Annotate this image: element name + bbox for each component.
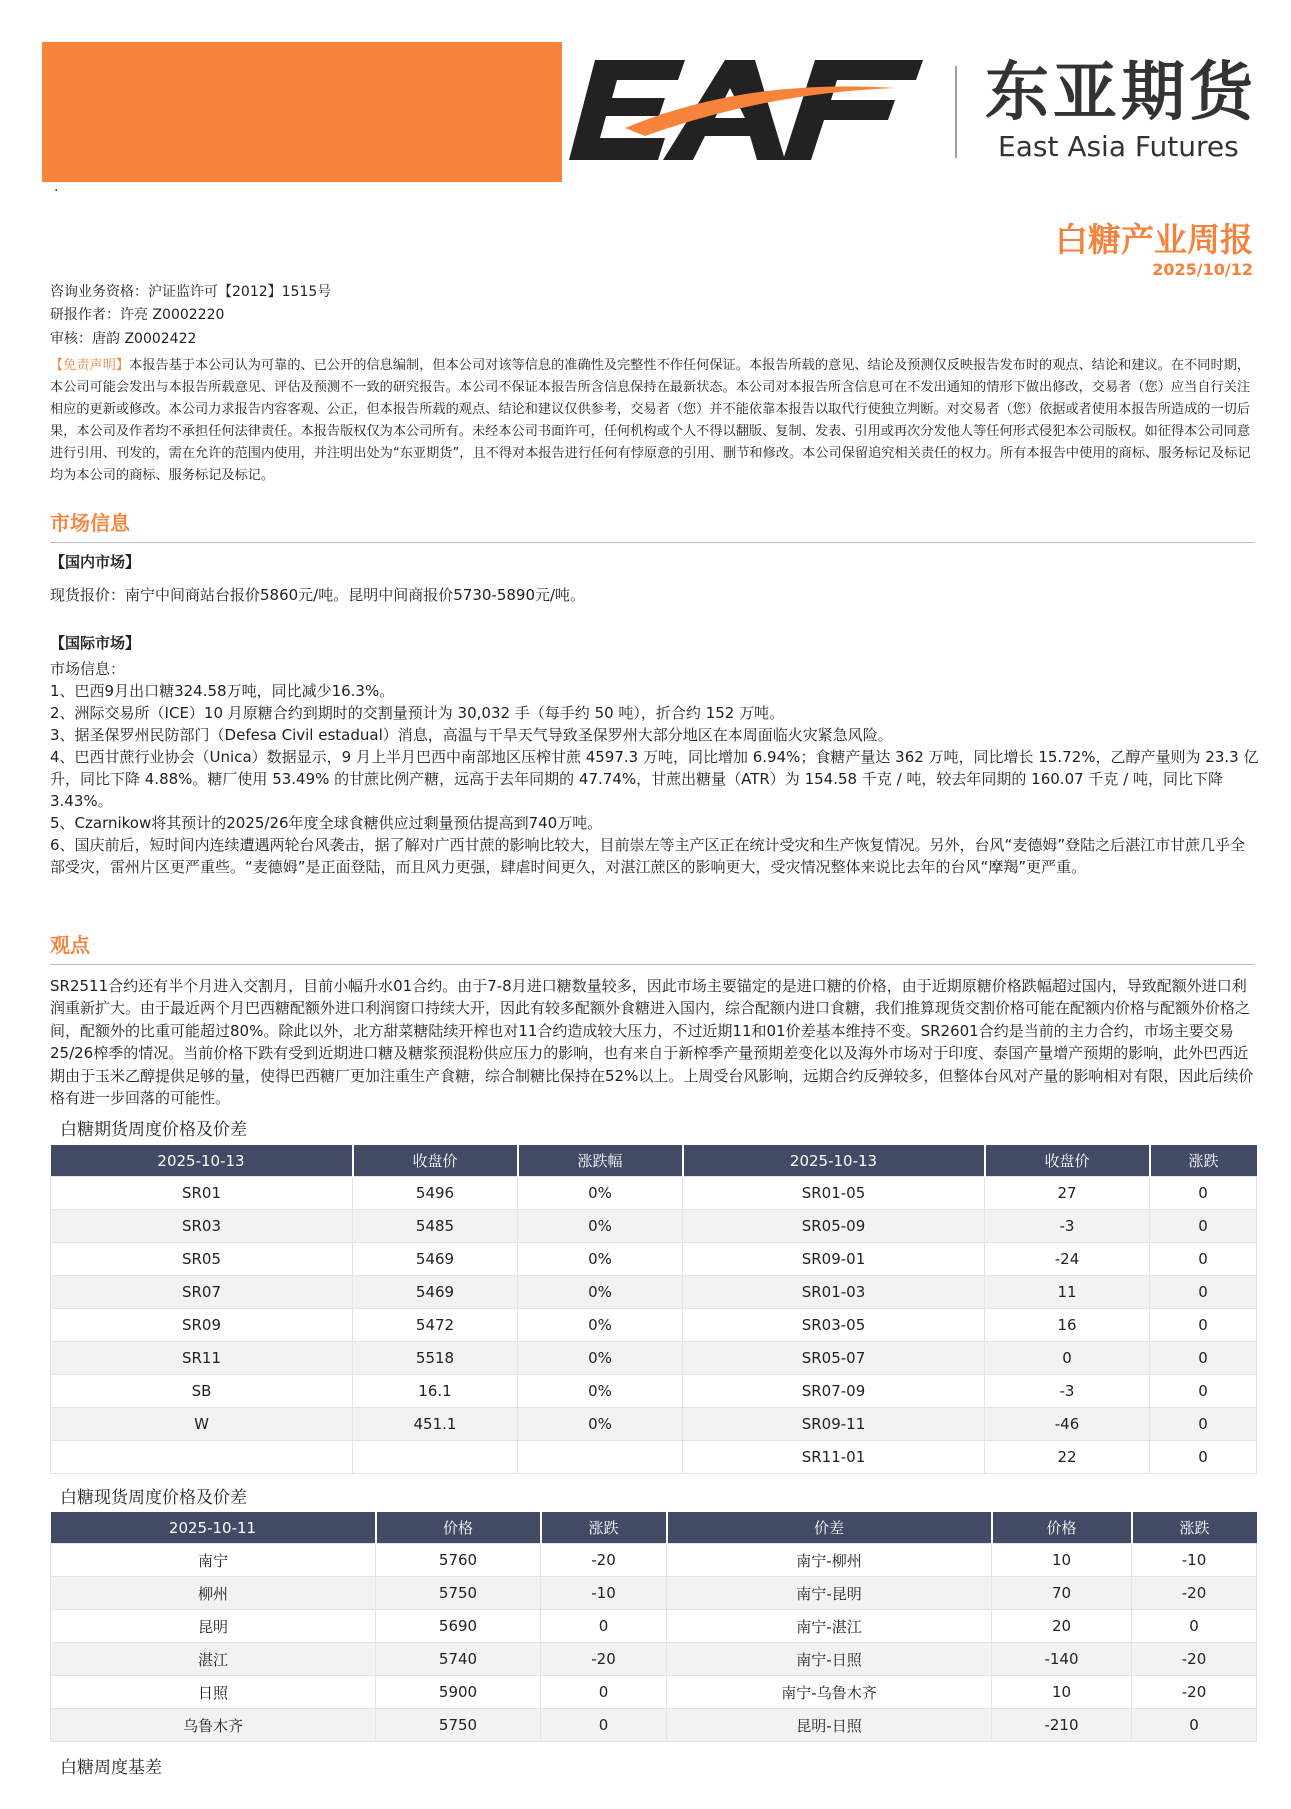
table-cell: SR05-09 bbox=[683, 1210, 985, 1243]
table-cell: 0% bbox=[518, 1276, 683, 1309]
table-cell: -24 bbox=[985, 1243, 1150, 1276]
column-header: 收盘价 bbox=[353, 1145, 518, 1177]
table-cell: SR01 bbox=[51, 1177, 353, 1210]
futures-price-table bbox=[50, 1145, 1257, 1474]
table-cell: SR03 bbox=[51, 1210, 353, 1243]
table-cell: 5518 bbox=[353, 1342, 518, 1375]
table-cell: 16 bbox=[985, 1309, 1150, 1342]
table-cell: 0% bbox=[518, 1342, 683, 1375]
author-info: 研报作者：许亮 Z0002220 bbox=[50, 307, 225, 323]
table-cell bbox=[518, 1441, 683, 1474]
table-cell: 南宁-日照 bbox=[667, 1643, 992, 1676]
table-cell: -10 bbox=[541, 1577, 667, 1610]
table-cell: 5760 bbox=[376, 1544, 541, 1577]
table-cell: 南宁-湛江 bbox=[667, 1610, 992, 1643]
column-header: 涨跌 bbox=[1150, 1145, 1257, 1177]
table-cell: 0 bbox=[1150, 1210, 1257, 1243]
section-divider-view bbox=[50, 964, 1255, 965]
section-title-view: 观点 bbox=[50, 933, 90, 957]
table-cell: 0 bbox=[1150, 1375, 1257, 1408]
report-date: 2025/10/12 bbox=[1152, 260, 1253, 279]
table-cell: 0 bbox=[541, 1676, 667, 1709]
table-row bbox=[51, 1309, 1257, 1342]
table-cell: 5485 bbox=[353, 1210, 518, 1243]
table-cell: 20 bbox=[992, 1610, 1132, 1643]
intl-market-title: 【国际市场】 bbox=[50, 634, 141, 652]
spot-price-table bbox=[50, 1512, 1257, 1742]
table-cell: 10 bbox=[992, 1544, 1132, 1577]
table-cell: 日照 bbox=[51, 1676, 376, 1709]
table-cell: -20 bbox=[1132, 1676, 1257, 1709]
table-cell: -10 bbox=[1132, 1544, 1257, 1577]
table-cell: -20 bbox=[541, 1643, 667, 1676]
list-item: 2、洲际交易所（ICE）10 月原糖合约到期时的交割量预计为 30,032 手（每手约 50 吨），折合约 152 万吨。 bbox=[50, 704, 785, 722]
table-cell: 0 bbox=[1132, 1610, 1257, 1643]
table-cell: 5750 bbox=[376, 1709, 541, 1742]
table-cell: 0 bbox=[541, 1610, 667, 1643]
domestic-market-text: 现货报价：南宁中间商站台报价5860元/吨。昆明中间商报价5730-5890元/吨。 bbox=[50, 586, 586, 604]
table-cell: 乌鲁木齐 bbox=[51, 1709, 376, 1742]
eaf-logo bbox=[565, 58, 925, 163]
table-cell: -3 bbox=[985, 1210, 1150, 1243]
column-header: 价差 bbox=[667, 1512, 992, 1544]
table-cell: 5472 bbox=[353, 1309, 518, 1342]
bullet-dot: · bbox=[54, 183, 59, 199]
basis-caption: 白糖周度基差 bbox=[60, 1758, 162, 1778]
table-cell: 0 bbox=[985, 1342, 1150, 1375]
table-cell: 0% bbox=[518, 1177, 683, 1210]
table-cell: SR03-05 bbox=[683, 1309, 985, 1342]
table-cell: 0 bbox=[1150, 1408, 1257, 1441]
brand-name-cn: 东亚期货 bbox=[985, 56, 1257, 130]
table-cell: 0 bbox=[1150, 1309, 1257, 1342]
table-cell: 5750 bbox=[376, 1577, 541, 1610]
table-cell: SR09-01 bbox=[683, 1243, 985, 1276]
table-row bbox=[51, 1577, 1257, 1610]
table-cell: -20 bbox=[1132, 1643, 1257, 1676]
table-cell: 湛江 bbox=[51, 1643, 376, 1676]
brand-name-en: East Asia Futures bbox=[998, 130, 1239, 163]
table-cell: 0% bbox=[518, 1408, 683, 1441]
table-cell: SR07 bbox=[51, 1276, 353, 1309]
column-header: 2025-10-13 bbox=[683, 1145, 985, 1177]
table-cell: 柳州 bbox=[51, 1577, 376, 1610]
table-cell: 5469 bbox=[353, 1276, 518, 1309]
disclaimer-text: 本报告基于本公司认为可靠的、已公开的信息编制，但本公司对该等信息的准确性及完整性不作任何保证。本报告所载的意见、结论及预测仅反映报告发布时的观点、结论和建议。在不同时期，本公司可能会发出与本报告所载意见、评估及预测不一致的研究报告。本公司不保证本报告所含信息保持在最新状态。本公司对本报告所含信息可在不发出通知的情形下做出修改，交易者（您）应当自行关注相应的更新或修改。本公司力求报告内容客观、公正，但本报告所载的观点、结论和建议仅供参考，交易者（您）并不能依靠本报告以取代行使独立判断。对交易者（您）依据或者使用本报告所造成的一切后果，本公司及作者均不承担任何法律责任。本报告版权仅为本公司所有。未经本公司书面许可，任何机构或个人不得以翻版、复制、发表、引用或再次分发他人等任何形式侵犯本公司版权。如征得本公司同意进行引用、刊发的，需在允许的范围内使用，并注明出处为“东亚期货”，且不得对本报告进行任何有悖原意的引用、删节和修改。本公司保留追究相关责任的权力。所有本报告中使用的商标、服务标记及标记均为本公司的商标、服务标记及标记。 bbox=[50, 358, 1251, 483]
list-item: 4、巴西甘蔗行业协会（Unica）数据显示，9 月上半月巴西中南部地区压榨甘蔗 4597.3 万吨，同比增加 6.94%；食糖产量达 362 万吨，同比增长 15.72%，乙醇产量则为 23.3 亿升，同比下降 4.88%。糖厂使用 53.49% 的甘蔗比例产糖，远高于去年同期的 47.74%，甘蔗出糖量（ATR）为 154.58 千克 / 吨，较去年同期的 160.07 千克 / 吨，同比下降 3.43%。 bbox=[50, 748, 1259, 810]
table-row bbox=[51, 1177, 1257, 1210]
table-cell bbox=[51, 1441, 353, 1474]
intl-market-list bbox=[50, 658, 1260, 878]
table-cell: SR05 bbox=[51, 1243, 353, 1276]
table-row bbox=[51, 1243, 1257, 1276]
table-cell: 10 bbox=[992, 1676, 1132, 1709]
domestic-market-title: 【国内市场】 bbox=[50, 553, 141, 571]
table-row bbox=[51, 1375, 1257, 1408]
license-info: 咨询业务资格：沪证监许可【2012】1515号 bbox=[50, 284, 332, 300]
table-row bbox=[51, 1408, 1257, 1441]
table-cell: -20 bbox=[1132, 1577, 1257, 1610]
spot-table-caption: 白糖现货周度价格及价差 bbox=[60, 1488, 247, 1508]
table-cell: 0 bbox=[541, 1709, 667, 1742]
logo-divider bbox=[955, 66, 957, 158]
table-cell: 27 bbox=[985, 1177, 1150, 1210]
futures-table-caption: 白糖期货周度价格及价差 bbox=[60, 1120, 247, 1140]
table-row bbox=[51, 1676, 1257, 1709]
column-header: 2025-10-11 bbox=[51, 1512, 376, 1544]
table-row bbox=[51, 1441, 1257, 1474]
table-cell: 5900 bbox=[376, 1676, 541, 1709]
table-cell: 0 bbox=[1150, 1441, 1257, 1474]
table-cell: SR11 bbox=[51, 1342, 353, 1375]
table-cell: SR01-03 bbox=[683, 1276, 985, 1309]
table-cell: SR07-09 bbox=[683, 1375, 985, 1408]
table-cell: -3 bbox=[985, 1375, 1150, 1408]
table-cell: W bbox=[51, 1408, 353, 1441]
table-row bbox=[51, 1610, 1257, 1643]
table-cell: 22 bbox=[985, 1441, 1150, 1474]
column-header: 涨跌 bbox=[1132, 1512, 1257, 1544]
list-item: 6、国庆前后，短时间内连续遭遇两轮台风袭击，据了解对广西甘蔗的影响比较大，目前崇左等主产区正在统计受灾和生产恢复情况。另外，台风“麦德姆”登陆之后湛江市甘蔗几乎全部受灾，雷州片区更严重些。“麦德姆”是正面登陆，而且风力更强，肆虐时间更久，对湛江蔗区的影响更大，受灾情况整体来说比去年的台风“摩羯”更严重。 bbox=[50, 836, 1246, 876]
table-cell: SR11-01 bbox=[683, 1441, 985, 1474]
column-header: 2025-10-13 bbox=[51, 1145, 353, 1177]
table-cell: 南宁 bbox=[51, 1544, 376, 1577]
table-cell: 0 bbox=[1150, 1276, 1257, 1309]
table-cell: 昆明 bbox=[51, 1610, 376, 1643]
table-cell: 0% bbox=[518, 1210, 683, 1243]
table-cell: 5469 bbox=[353, 1243, 518, 1276]
table-cell: 5690 bbox=[376, 1610, 541, 1643]
table-cell: SR09-11 bbox=[683, 1408, 985, 1441]
table-cell: 0 bbox=[1150, 1243, 1257, 1276]
table-row bbox=[51, 1276, 1257, 1309]
table-row bbox=[51, 1342, 1257, 1375]
table-cell: -20 bbox=[541, 1544, 667, 1577]
table-cell: SB bbox=[51, 1375, 353, 1408]
header-orange-block bbox=[42, 42, 562, 182]
list-item: 1、巴西9月出口糖324.58万吨，同比减少16.3%。 bbox=[50, 682, 395, 700]
table-cell: -140 bbox=[992, 1643, 1132, 1676]
table-cell: SR01-05 bbox=[683, 1177, 985, 1210]
disclaimer-tag: 【免责声明】 bbox=[50, 358, 130, 373]
table-row bbox=[51, 1709, 1257, 1742]
column-header: 价格 bbox=[992, 1512, 1132, 1544]
column-header: 涨跌 bbox=[541, 1512, 667, 1544]
column-header: 涨跌幅 bbox=[518, 1145, 683, 1177]
table-cell: 0 bbox=[1150, 1177, 1257, 1210]
table-cell: SR09 bbox=[51, 1309, 353, 1342]
table-cell: 南宁-昆明 bbox=[667, 1577, 992, 1610]
table-cell: 0% bbox=[518, 1309, 683, 1342]
disclaimer bbox=[50, 355, 1255, 487]
table-cell: 0% bbox=[518, 1243, 683, 1276]
table-row bbox=[51, 1544, 1257, 1577]
list-item: 市场信息： bbox=[50, 660, 126, 678]
list-item: 5、Czarnikow将其预计的2025/26年度全球食糖供应过剩量预估提高到740万吨。 bbox=[50, 814, 603, 832]
table-cell: 5496 bbox=[353, 1177, 518, 1210]
column-header: 价格 bbox=[376, 1512, 541, 1544]
report-title: 白糖产业周报 bbox=[1055, 220, 1253, 259]
reviewer-info: 审核：唐韵 Z0002422 bbox=[50, 331, 197, 347]
table-cell: 南宁-乌鲁木齐 bbox=[667, 1676, 992, 1709]
table-cell: 16.1 bbox=[353, 1375, 518, 1408]
column-header: 收盘价 bbox=[985, 1145, 1150, 1177]
section-divider-market bbox=[50, 542, 1255, 543]
table-cell: 70 bbox=[992, 1577, 1132, 1610]
table-cell: 0 bbox=[1132, 1709, 1257, 1742]
table-cell: -46 bbox=[985, 1408, 1150, 1441]
table-cell: 451.1 bbox=[353, 1408, 518, 1441]
table-cell: 5740 bbox=[376, 1643, 541, 1676]
table-cell: 南宁-柳州 bbox=[667, 1544, 992, 1577]
section-title-market: 市场信息 bbox=[50, 511, 130, 535]
table-cell: -210 bbox=[992, 1709, 1132, 1742]
table-cell bbox=[353, 1441, 518, 1474]
table-cell: SR05-07 bbox=[683, 1342, 985, 1375]
table-cell: 11 bbox=[985, 1276, 1150, 1309]
table-row bbox=[51, 1210, 1257, 1243]
view-paragraph: SR2511合约还有半个月进入交割月，目前小幅升水01合约。由于7-8月进口糖数量较多，因此市场主要锚定的是进口糖的价格，由于近期原糖价格跌幅超过国内，导致配额外进口利润重新扩大。由于最近两个月巴西糖配额外进口利润窗口持续大开，因此有较多配额外食糖进入国内，综合配额内进口食糖，我们推算现货交割价格可能在配额内价格与配额外价格之间，配额外的比重可能超过80%。除此以外，北方甜菜糖陆续开榨也对11合约造成较大压力，不过近期11和01价差基本维持不变。SR2601合约是当前的主力合约，市场主要交易25/26榨季的情况。当前价格下跌有受到近期进口糖及糖浆预混粉供应压力的影响，也有来自于新榨季产量预期差变化以及海外市场对于印度、泰国产量增产预期的影响，此外巴西近期由于玉米乙醇提供足够的量，使得巴西糖厂更加注重生产食糖，综合制糖比保持在52%以上。上周受台风影响，远期合约反弹较多，但整体台风对产量的影响相对有限，因此后续价格有进一步回落的可能性。 bbox=[50, 977, 1254, 1108]
table-cell: 昆明-日照 bbox=[667, 1709, 992, 1742]
table-cell: 0 bbox=[1150, 1342, 1257, 1375]
table-header-row bbox=[51, 1512, 1257, 1544]
table-header-row bbox=[51, 1145, 1257, 1177]
table-row bbox=[51, 1643, 1257, 1676]
table-cell: 0% bbox=[518, 1375, 683, 1408]
list-item: 3、据圣保罗州民防部门（Defesa Civil estadual）消息，高温与干旱天气导致圣保罗州大部分地区在本周面临火灾紧急风险。 bbox=[50, 726, 893, 744]
